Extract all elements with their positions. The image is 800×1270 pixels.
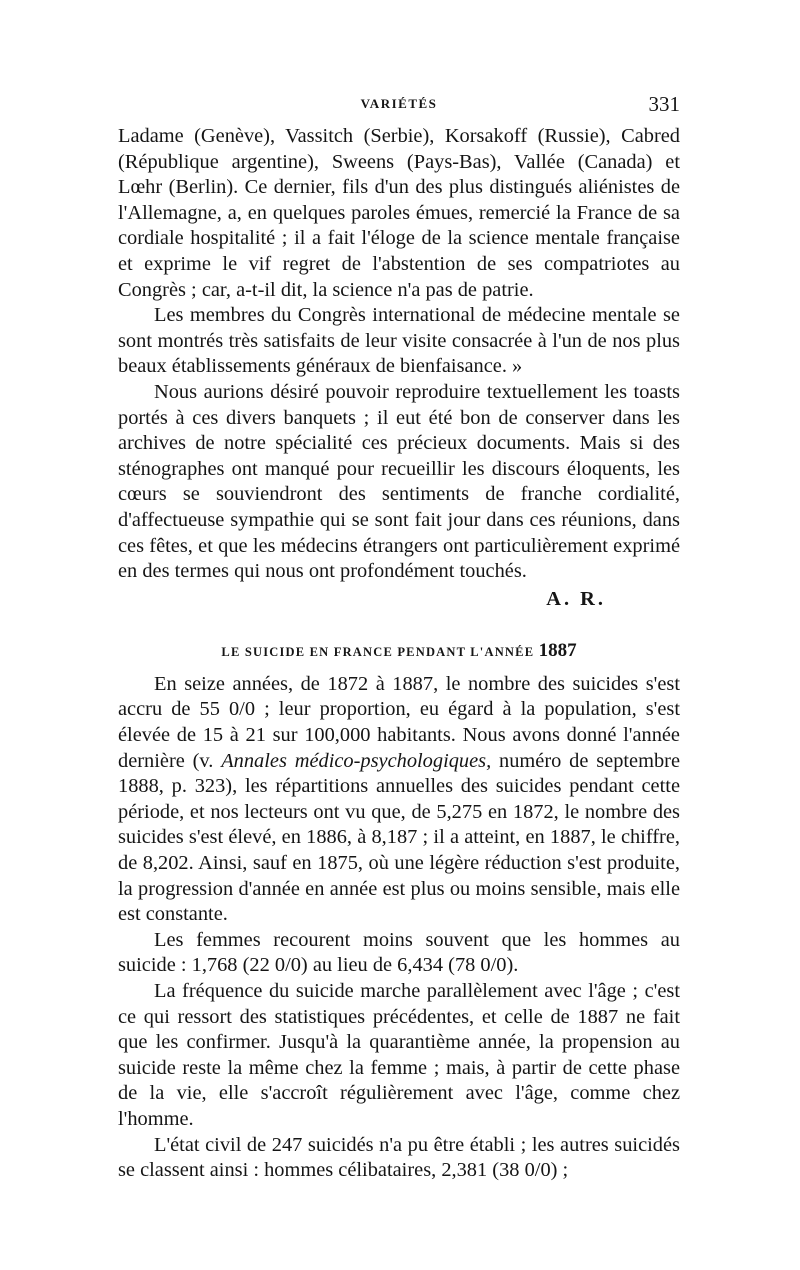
paragraph-civil-status: L'état civil de 247 suicidés n'a pu être établi ; les autres suicidés se classent ainsi : hommes célibataires, 2,381 (38 0/0) ; xyxy=(118,1133,680,1182)
section-heading xyxy=(118,638,680,666)
paragraph-continued: Ladame (Genève), Vassitch (Serbie), Korsakoff (Russie), Cabred (République argentine), Sweens (Pays-Bas), Vallée (Canada) et Lœhr (Berlin). Ce dernier, fils d'un des plus distingués aliénistes de l'Allemagne, a, en quelques paroles émues, remercié la France de sa cordiale hospitalité ; il a fait l'éloge de la science mentale française et exprime le vif regret de l'abstention de ses compatriotes au Congrès ; car, a-t-il dit, la science n'a pas de patrie. xyxy=(118,125,680,301)
paragraph-toasts: Nous aurions désiré pouvoir reproduire textuellement les toasts portés à ces divers banquets ; il eut été bon de conserver dans les archives de notre spécialité ces précieux documents. Mais si des sténographes ont manqué pour recueillir les discours éloquents, les cœurs se souviendront des sentiments de franche cordialité, d'affectueuse sympathie qui se sont fait jour dans ces réunions, dans ces fêtes, et que les médecins étrangers ont particulièrement exprimé en des termes qui nous ont profondément touchés. xyxy=(118,380,680,583)
section-heading-year: 1887 xyxy=(538,640,577,662)
paragraph-suicide-stats-text-1: En seize années, de 1872 à 1887, le nombre des suicides s'est accru de 55 0/0 ; leur proportion, eu égard à la population, s'est élevée de 15 à 21 sur 100,000 habitants. Nous avons donné l'année dernière (v. xyxy=(118,672,680,772)
running-title: VARIÉTÉS xyxy=(360,96,438,111)
author-signature: A. R. xyxy=(546,587,606,610)
paragraph-suicide-stats-text-2: numéro de septembre 1888, p. 323), les répartitions annuelles des suicides pendant cette période, et nos lecteurs ont vu que, de 5,275 en 1872, le nombre des suicides s'est élevé, en 1886, à 8,187 ; il a atteint, en 1887, le chiffre, de 8,202. Ainsi, sauf en 1875, où une légère réduction s'est produite, la progression d'année en année est plus ou moins sensible, mais elle est constante. xyxy=(118,749,681,926)
body-text xyxy=(118,124,680,1184)
paragraph-age: La fréquence du suicide marche parallèlement avec l'âge ; c'est ce qui ressort des statistiques précédentes, et celle de 1887 ne fait que les confirmer. Jusqu'à la quarantième année, la propension au suicide reste la même chez la femme ; mais, à partir de cette phase de la vie, elle s'accroît régulièrement avec l'âge, comme chez l'homme. xyxy=(118,980,680,1130)
paragraph-suicide-stats xyxy=(118,672,680,928)
page-number: 331 xyxy=(648,92,680,116)
running-head xyxy=(118,92,680,120)
journal-title: Annales médico-psychologiques, xyxy=(221,749,492,772)
section-heading-text: LE SUICIDE EN FRANCE PENDANT L'ANNÉE xyxy=(221,645,535,660)
paragraph-women: Les femmes recourent moins souvent que les hommes au suicide : 1,768 (22 0/0) au lieu de 6,434 (78 0/0). xyxy=(118,928,680,977)
paragraph-congress-members: Les membres du Congrès international de médecine mentale se sont montrés très satisfaits de leur visite consacrée à l'un de nos plus beaux établissements généraux de bienfaisance. » xyxy=(118,304,680,378)
